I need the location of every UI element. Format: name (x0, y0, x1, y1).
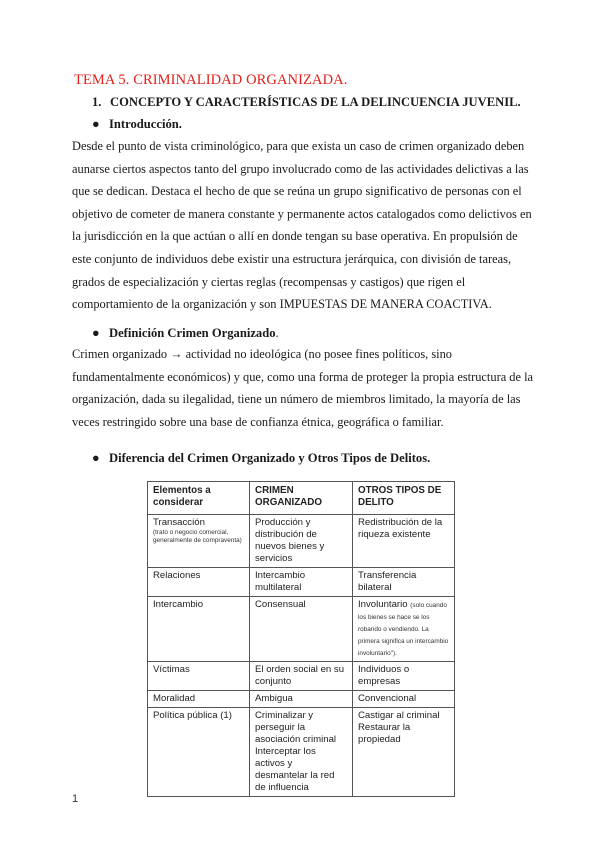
table-cell: Castigar al criminal Restaurar la propiedad (353, 708, 455, 797)
table-header-cell: OTROS TIPOS DE DELITO (353, 482, 455, 515)
paragraph-line: fundamentalmente económicos) y que, como una forma de proteger la propia estructura de la (72, 369, 534, 384)
bullet-icon: ● (92, 117, 100, 131)
table-cell: El orden social en su conjunto (250, 662, 353, 691)
table-cell: Política pública (1) (148, 708, 250, 797)
bullet-definicion (92, 326, 279, 341)
table-cell: Producción y distribución de nuevos bienes y servicios (250, 515, 353, 568)
table-cell: Criminalizar y perseguir la asociación criminal Interceptar los activos y desmantelar la red de influencia (250, 708, 353, 797)
paragraph-line: objetivo de cometer de manera constante y permanente actos catalogados como delictivos en (72, 206, 532, 221)
table-row (148, 691, 455, 708)
table-row (148, 597, 455, 662)
comparison-table (147, 481, 455, 797)
table-cell: Relaciones (148, 568, 250, 597)
page-number: 1 (72, 793, 79, 805)
table-cell: Moralidad (148, 691, 250, 708)
cell-text: Transacción (153, 517, 205, 528)
bullet-introduccion (92, 117, 182, 132)
paragraph-line: grados de especialización y ciertas reglas (recompensas y castigos) que rigen el (72, 274, 466, 289)
table-cell: Ambigua (250, 691, 353, 708)
table-cell: Transferencia bilateral (353, 568, 455, 597)
table-header-row (148, 482, 455, 515)
table-header-cell: Elementos a considerar (148, 482, 250, 515)
bullet-icon: ● (92, 326, 100, 340)
section-number: 1. (92, 95, 102, 109)
table-cell: Intercambio (148, 597, 250, 662)
paragraph-line: que se dedican. Destaca el hecho de que se reúna un grupo significativo de personas con el (72, 184, 522, 199)
table-row (148, 662, 455, 691)
table-cell (353, 597, 455, 662)
bullet-text: Introducción. (109, 117, 182, 131)
table-row (148, 515, 455, 568)
bullet-icon: ● (92, 451, 100, 465)
table-cell: Consensual (250, 597, 353, 662)
table-row (148, 708, 455, 797)
table-cell: Individuos o empresas (353, 662, 455, 691)
paragraph-line: organización, dada su ilegalidad, tiene un número de miembros limitado, la mayoría de las (72, 392, 521, 407)
paragraph-line: Desde el punto de vista criminológico, para que exista un caso de crimen organizado deben (72, 139, 525, 153)
section-heading (92, 95, 521, 110)
bullet-text: Definición Crimen Organizado (109, 326, 276, 340)
paragraph-line: este conjunto de individuos debe existir una estructura jerárquica, con división de tareas, (72, 251, 512, 266)
paragraph-line: comportamiento de la organización y son IMPUESTAS DE MANERA COACTIVA. (72, 297, 492, 312)
table-header-cell: CRIMEN ORGANIZADO (250, 482, 353, 515)
comparison-table-wrapper (147, 481, 455, 797)
intro-paragraph (72, 135, 532, 316)
paragraph-line: Crimen organizado → actividad no ideológica (no posee fines políticos, sino (72, 347, 453, 361)
cell-note: (trato o negocio comercial, generalmente de compraventa) (153, 529, 242, 544)
section-heading-text: CONCEPTO Y CARACTERÍSTICAS DE LA DELINCUENCIA JUVENIL. (110, 95, 521, 109)
bullet-diferencia (92, 451, 430, 466)
bullet-text: Diferencia del Crimen Organizado y Otros Tipos de Delitos. (109, 451, 431, 465)
table-cell: Convencional (353, 691, 455, 708)
table-row (148, 568, 455, 597)
paragraph-line: la jurisdicción en la que actúan o allí en donde tengan su base operativa. En propulsión de (72, 229, 518, 244)
paragraph-line: veces restringido sobre una base de confianza étnica, geográfica o familiar. (72, 414, 444, 429)
table-cell: Intercambio multilateral (250, 568, 353, 597)
cell-note: (solo cuando los bienes se hace se los robando o vendiendo. La primera significa un intercambio involuntario"). (358, 602, 449, 657)
table-cell (148, 515, 250, 568)
bullet-text-tail: . (275, 326, 279, 340)
definition-paragraph (72, 343, 534, 433)
cell-text: Involuntario (358, 599, 408, 610)
table-cell: Víctimas (148, 662, 250, 691)
table-cell: Redistribución de la riqueza existente (353, 515, 455, 568)
document-title: TEMA 5. CRIMINALIDAD ORGANIZADA. (74, 72, 348, 88)
paragraph-line: aunarse ciertos aspectos tanto del grupo involucrado como de las actividades delictivas a las (72, 161, 529, 176)
